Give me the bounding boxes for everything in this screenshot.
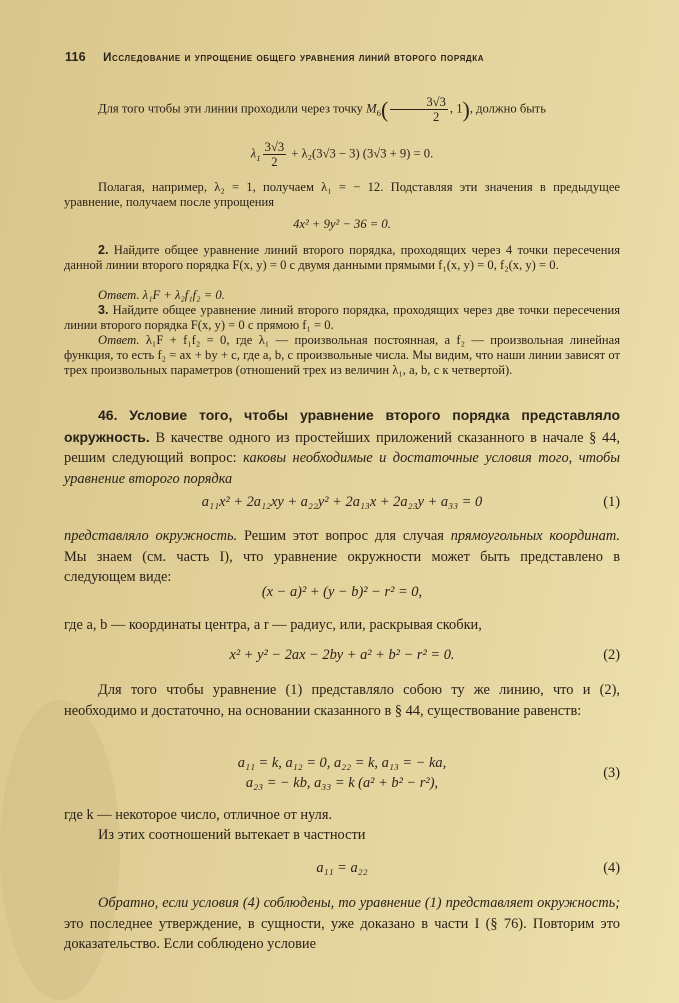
section-text: В качестве одного из простейших приложений сказанного в начале § 44, решим следующий вопрос: bbox=[64, 429, 620, 466]
text: , должно быть bbox=[469, 101, 546, 116]
answer-label: Ответ. bbox=[98, 288, 140, 302]
exercise-text: Найдите общее уравнение линий второго порядка, проходящих через две точки пересечения линии второго порядка F(x, y) = 0 с прямою f₁ = 0. bbox=[64, 303, 620, 332]
equation-number: (1) bbox=[603, 494, 620, 510]
italic-text: прямоугольных координат. bbox=[450, 528, 620, 544]
italic-text: Обратно, если условия (4) соблюдены, то уравнение (1) представляет окружность; bbox=[98, 895, 620, 911]
paragraph-rectangular-coords bbox=[64, 526, 620, 588]
text: это последнее утверждение, в сущности, уже доказано в части I (§ 76). Повторим это доказательство. Если соблюдено условие bbox=[64, 915, 620, 952]
running-header bbox=[65, 50, 484, 65]
section-italic-text: каковы необходимые и достаточные условия того, чтобы уравнение второго порядка bbox=[64, 450, 620, 487]
numerator: 3√3 bbox=[264, 140, 285, 154]
equation-circle-expanded bbox=[64, 645, 620, 666]
paren-open: ( bbox=[381, 97, 389, 122]
exercise-2-answer bbox=[64, 288, 620, 303]
point-label: M bbox=[366, 101, 377, 116]
lambda: λ bbox=[250, 146, 257, 161]
text: Мы знаем (см. часть I), что уравнение окружности может быть представлено в следующем виде: bbox=[64, 548, 620, 585]
equation-text: a₁₁ = a₂₂ bbox=[316, 860, 368, 876]
paragraph-point-condition bbox=[64, 95, 620, 124]
point-subscript: 6 bbox=[376, 107, 382, 118]
fraction bbox=[390, 95, 448, 124]
denominator: 2 bbox=[432, 110, 440, 124]
text: Решим этот вопрос для случая bbox=[237, 528, 451, 544]
equation-circle: (x − a)² + (y − b)² − r² = 0, bbox=[261, 584, 423, 600]
equation-a11-a22 bbox=[64, 858, 620, 879]
paragraph-consequence: Из этих соотношений вытекает в частности bbox=[98, 827, 366, 843]
paragraph-equalities: Для того чтобы уравнение (1) представляло собою ту же линию, что и (2), необходимо и достаточно, на основании сказанного в § 44, существование равенств: bbox=[64, 682, 620, 719]
coordinate: , 1 bbox=[449, 101, 463, 116]
paren-close: ) bbox=[462, 97, 470, 122]
exercise-number: 2. bbox=[98, 243, 109, 257]
numerator: 3√3 bbox=[390, 95, 448, 110]
equation-text: a₁₁x² + 2a₁₂xy + a₂₂y² + 2a₁₃x + 2a₂₃y + a₃₃ = 0 bbox=[201, 494, 483, 510]
equation-number: (3) bbox=[603, 765, 620, 781]
equation-number: (2) bbox=[603, 647, 620, 663]
exercise-2 bbox=[64, 243, 620, 273]
equation-system-3 bbox=[64, 753, 620, 793]
equation-ellipse: 4x² + 9y² − 36 = 0. bbox=[293, 217, 391, 231]
equation-number: (4) bbox=[603, 860, 620, 876]
paper-stain bbox=[0, 700, 120, 1000]
equation-rest: + λ₂(3√3 − 3) (3√3 + 9) = 0. bbox=[288, 146, 434, 161]
section-46 bbox=[64, 405, 620, 489]
paragraph-substitution: Полагая, например, λ₂ = 1, получаем λ₁ = − 12. Подставляя эти значения в предыдущее уравнение, получаем после упрощения bbox=[64, 180, 620, 209]
exercise-3-answer bbox=[64, 333, 620, 378]
italic-text: представляло окружность. bbox=[64, 528, 238, 544]
paragraph-k-nonzero: где k — некоторое число, отличное от нуля. bbox=[64, 807, 333, 823]
section-heading: 46. Условие того, чтобы уравнение второго порядка представляло окружность. bbox=[64, 407, 620, 445]
running-title: Исследование и упрощение общего уравнения линий второго порядка bbox=[103, 52, 485, 64]
exercise-number: 3. bbox=[98, 303, 109, 317]
equation-lambda bbox=[64, 140, 620, 169]
paragraph-converse bbox=[64, 893, 620, 955]
page-number: 116 bbox=[65, 50, 86, 64]
answer-label: Ответ. bbox=[98, 333, 140, 347]
exercise-text: Найдите общее уравнение линий второго порядка, проходящих через 4 точки пересечения данной линии второго порядка F(x, y) = 0 с двумя данными прямыми f₁(x, y) = 0, f₂(x, y) = 0. bbox=[64, 243, 620, 272]
equation-general-second-order bbox=[64, 492, 620, 513]
fraction bbox=[263, 140, 287, 169]
equation-line-1: a₁₁ = k, a₁₂ = 0, a₂₂ = k, a₁₃ = − ka, bbox=[237, 755, 447, 771]
lambda-subscript: 1 bbox=[256, 152, 261, 163]
exercise-3 bbox=[64, 303, 620, 333]
answer-text: λ₁F + f₁f₂ = 0, где λ₁ — произвольная постоянная, а f₂ — произвольная линейная функция, то есть f₂ = ax + by + c, где a, b, c произвольные числа. Мы видим, что наши линии зависят от трех произвольных параметров (отношений трех из величин λ₁, a, b, c к четвертой). bbox=[64, 333, 620, 377]
denominator: 2 bbox=[271, 155, 278, 169]
answer-text: λ₁F + λ₂f₁f₂ = 0. bbox=[139, 288, 225, 302]
equation-line-2: a₂₃ = − kb, a₃₃ = k (a² + b² − r²), bbox=[245, 775, 439, 791]
equation-text: x² + y² − 2ax − 2by + a² + b² − r² = 0. bbox=[229, 647, 455, 663]
paragraph-center-radius: где a, b — координаты центра, а r — радиус, или, раскрывая скобки, bbox=[64, 617, 482, 633]
text: Для того чтобы эти линии проходили через точку bbox=[98, 101, 367, 116]
